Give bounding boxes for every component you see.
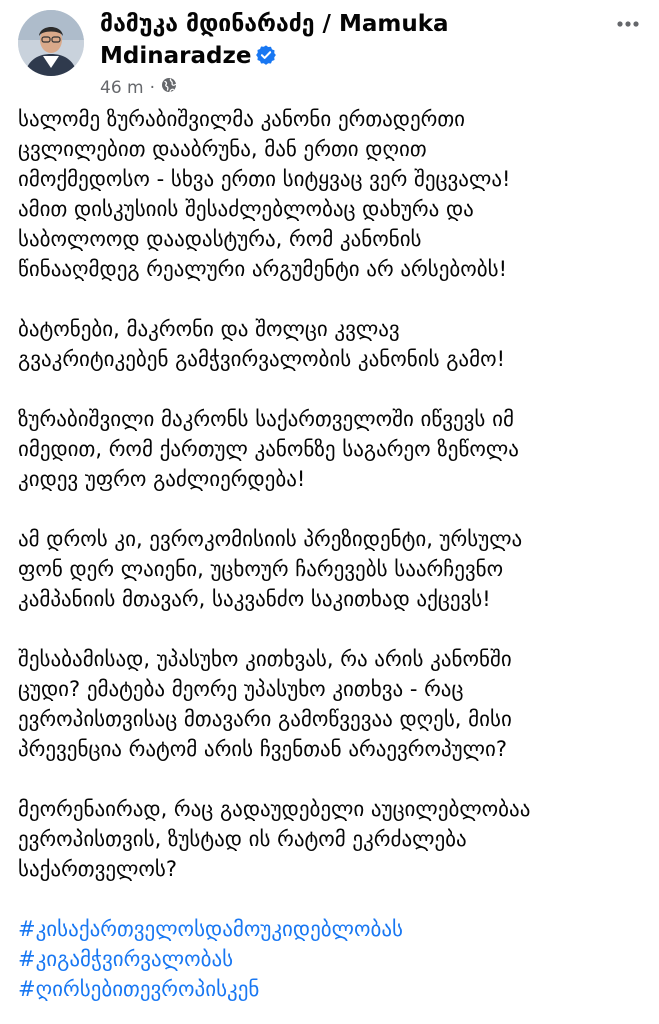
- more-options-button[interactable]: [614, 10, 642, 38]
- post-time[interactable]: 46 m: [100, 78, 144, 98]
- author-name-text[interactable]: მამუკა მდინარაძე / Mamuka Mdinaradze: [100, 11, 449, 69]
- post-paragraph-6: მეორენაირად, რაც გადაუდებელი აუცილებლობაა ევროპისთვის, ზუსტად ის რატომ ეკრძალება საქართველოს?: [18, 797, 531, 881]
- hashtag-link[interactable]: #კიგამჭვირვალობას: [18, 947, 234, 971]
- hashtag-link[interactable]: #ღირსებითევროპისკენ: [18, 977, 260, 1001]
- hashtag-list: [18, 914, 646, 1004]
- post-paragraph-5: შესაბამისად, უპასუხო კითხვას, რა არის კანონში ცუდი? ემატება მეორე უპასუხო კითხვა - რაც ევროპისთვისაც მთავარი გამოწვევაა დღეს, მისი პრევენცია რატომ არის ჩვენთან არაევროპული?: [18, 647, 512, 761]
- post-paragraph-1: სალომე ზურაბიშვილმა კანონი ერთადერთი ცვლილებით დააბრუნა, მან ერთი დღით იმოქმედოსო - სხვა ერთი სიტყვაც ვერ შეცვალა! ამით დისკუსიის შესაძლებლობაც დახურა და საბოლოოდ დაადასტურა, რომ კანონის წინააღმდეგ რეალური არგუმენტი არ არსებობს!: [18, 107, 511, 281]
- hashtag-link[interactable]: #კისაქართველოსდამოუკიდებლობას: [18, 917, 403, 941]
- post-paragraph-3: ზურაბიშვილი მაკრონს საქართველოში იწვევს იმ იმედით, რომ ქართულ კანონზე საგარეო ზეწოლა კიდევ უფრო გაძლიერდება!: [18, 407, 519, 491]
- post-header: [18, 6, 648, 102]
- meta-separator: ·: [149, 78, 156, 98]
- post-paragraph-2: ბატონები, მაკრონი და შოლცი კვლავ გვაკრიტიკებენ გამჭვირვალობის კანონის გამო!: [18, 317, 505, 371]
- author-name[interactable]: [100, 8, 580, 75]
- globe-icon[interactable]: [161, 76, 177, 100]
- avatar[interactable]: [18, 10, 84, 76]
- post-paragraph-4: ამ დროს კი, ევროკომისიის პრეზიდენტი, ურსულა ფონ დერ ლაიენი, უცხოურ ჩარევებს საარჩევნო კამპანიის მთავარ, საკვანძო საკითხად აქცევს!: [18, 527, 523, 611]
- post-meta: [100, 76, 177, 100]
- verified-badge-icon: [255, 43, 277, 75]
- more-options-icon: [616, 20, 640, 28]
- post-body: [18, 104, 646, 1004]
